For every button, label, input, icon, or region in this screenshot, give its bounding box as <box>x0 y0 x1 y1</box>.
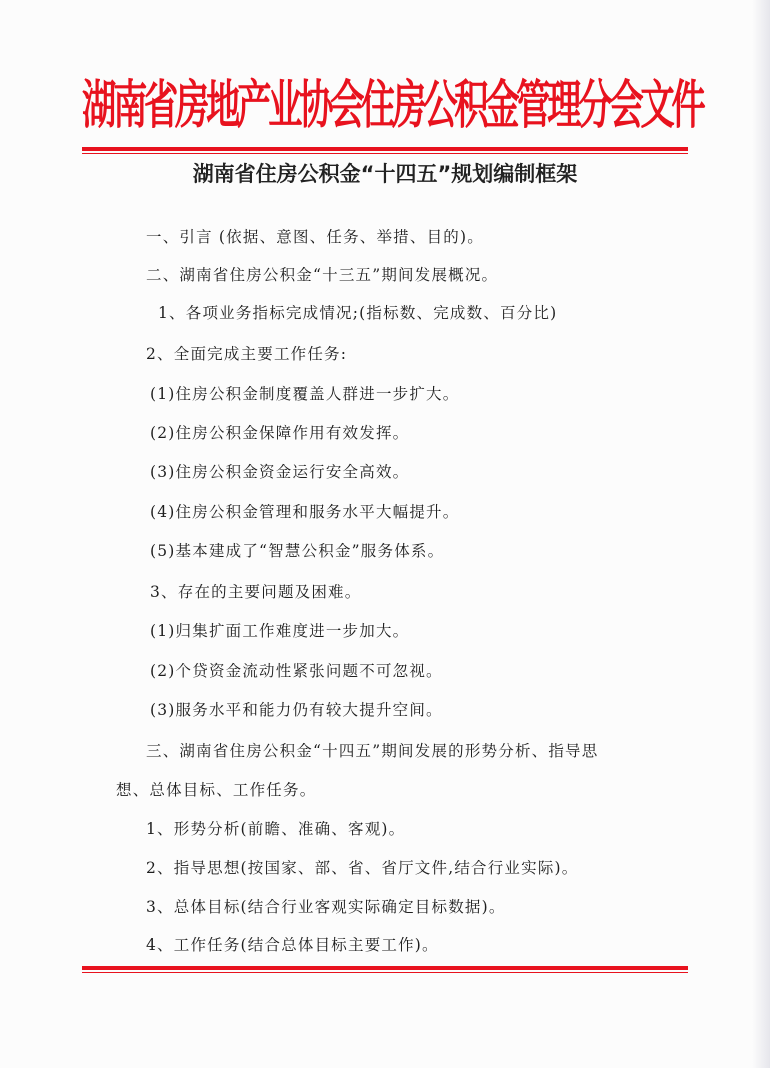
organization-header-title: 湖南省房地产业协会住房公积金管理分会文件 <box>82 76 703 136</box>
line-3-indicators: 1、各项业务指标完成情况;(指标数、完成数、百分比) <box>158 304 558 322</box>
line-14-section-three: 三、湖南省住房公积金“十四五”期间发展的形势分析、指导思 <box>146 742 599 760</box>
header-divider-thin <box>82 153 688 154</box>
line-19-work-tasks: 4、工作任务(结合总体目标主要工作)。 <box>146 936 439 954</box>
line-13-problem-3: (3)服务水平和能力仍有较大提升空间。 <box>150 701 443 719</box>
document-title: 湖南省住房公积金“十四五”规划编制框架 <box>192 162 578 186</box>
line-10-problems: 3、存在的主要问题及困难。 <box>150 583 362 601</box>
line-12-problem-2: (2)个贷资金流动性紧张问题不可忽视。 <box>150 662 443 680</box>
line-18-overall-goals: 3、总体目标(结合行业客观实际确定目标数据)。 <box>146 898 506 916</box>
line-11-problem-1: (1)归集扩面工作难度进一步加大。 <box>150 622 410 640</box>
line-17-guiding-ideology: 2、指导思想(按国家、部、省、省厅文件,结合行业实际)。 <box>146 859 579 877</box>
line-1-introduction: 一、引言 (依据、意图、任务、举措、目的)。 <box>146 228 484 246</box>
line-2-section-two: 二、湖南省住房公积金“十三五”期间发展概况。 <box>146 266 499 284</box>
line-8-item-4: (4)住房公积金管理和服务水平大幅提升。 <box>150 503 460 521</box>
header-divider-thick <box>82 147 688 151</box>
line-9-item-5: (5)基本建成了“智慧公积金”服务体系。 <box>150 542 445 560</box>
line-4-main-tasks: 2、全面完成主要工作任务: <box>146 345 348 363</box>
line-7-item-3: (3)住房公积金资金运行安全高效。 <box>150 463 410 481</box>
line-5-item-1: (1)住房公积金制度覆盖人群进一步扩大。 <box>150 385 460 403</box>
line-16-situation-analysis: 1、形势分析(前瞻、准确、客观)。 <box>146 820 406 838</box>
footer-divider-thick <box>82 966 688 970</box>
footer-divider-thin <box>82 972 688 973</box>
line-6-item-2: (2)住房公积金保障作用有效发挥。 <box>150 424 410 442</box>
line-15-section-three-cont: 想、总体目标、工作任务。 <box>116 781 317 799</box>
